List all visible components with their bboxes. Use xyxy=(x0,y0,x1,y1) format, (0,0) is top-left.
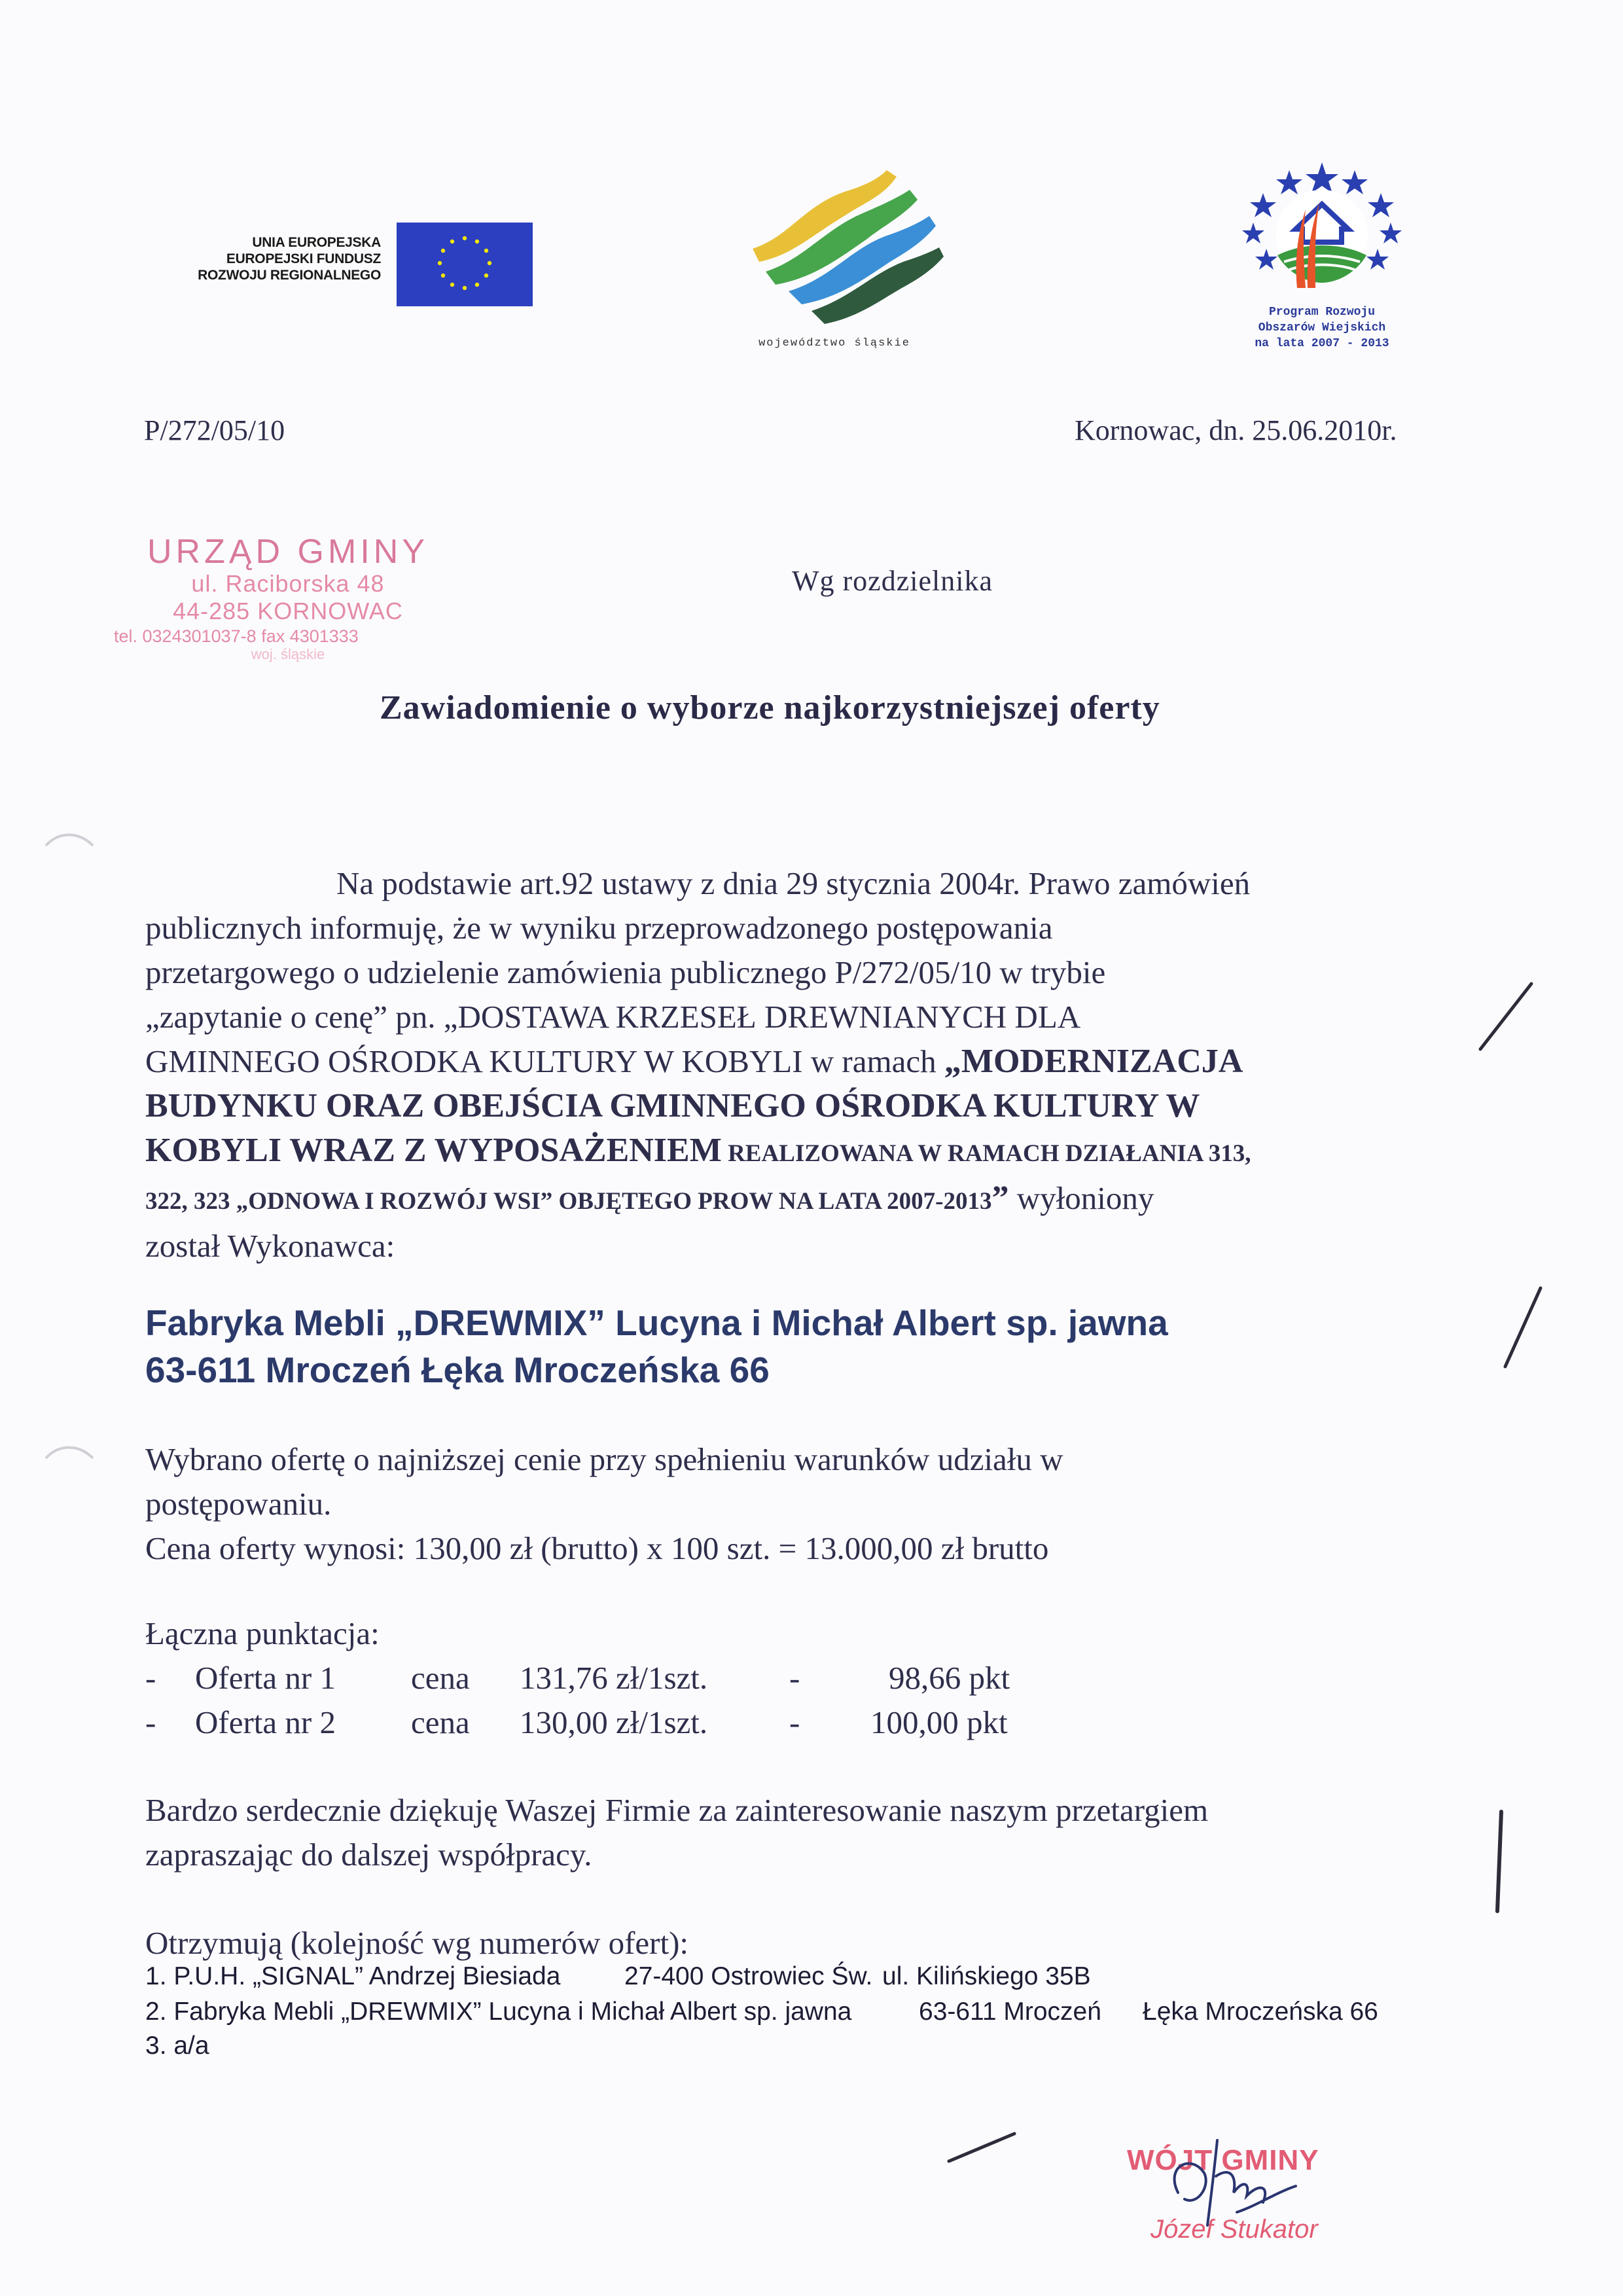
text-line: publicznych informuję, że w wyniku przeprowadzonego postępowania xyxy=(145,910,1053,946)
text-segment: wyłoniony xyxy=(1008,1180,1154,1216)
eu-logo-line: EUROPEJSKI FUNDUSZ xyxy=(226,251,381,266)
text-line xyxy=(145,1039,1474,1084)
recipient-street: Łęka Mroczeńska 66 xyxy=(1143,1998,1378,2026)
text-line: Wybrano ofertę o najniższej cenie przy spełnieniu warunków udziału w xyxy=(145,1441,1063,1477)
offer-price-label: cena xyxy=(411,1660,470,1696)
recipient-city: 27-400 Ostrowiec Św. xyxy=(624,1962,873,1990)
text-segment-small-bold: 322, 323 „ODNOWA I ROZWÓJ WSI” OBJĘTEGO PROW NA LATA 2007-2013 xyxy=(145,1188,992,1215)
offer-bullet: - xyxy=(145,1704,156,1740)
text-line: Na podstawie art.92 ustawy z dnia 29 stycznia 2004r. Prawo zamówień xyxy=(336,865,1251,901)
text-line: został Wykonawca: xyxy=(145,1228,395,1264)
text-line: „zapytanie o cenę” pn. „DOSTAWA KRZESEŁ DREWNIANYCH DLA xyxy=(145,999,1081,1035)
handwritten-signature xyxy=(1139,2114,1335,2238)
offer-bullet: - xyxy=(145,1660,156,1696)
recipient-street: ul. Kilińskiego 35B xyxy=(882,1962,1091,1990)
selected-contractor xyxy=(145,1299,1168,1393)
stamp-line: tel. 0324301037-8 fax 4301333 xyxy=(114,626,359,646)
offer-dash: - xyxy=(789,1660,800,1696)
recipient-name: 3. a/a xyxy=(145,2032,209,2060)
contractor-address: 63-611 Mroczeń Łęka Mroczeńska 66 xyxy=(145,1350,770,1390)
margin-check-mark-icon xyxy=(1496,1283,1548,1374)
paragraph-selection-reason xyxy=(145,1437,1454,1571)
text-line: przetargowego o udzielenie zamówienia publicznego P/272/05/10 w trybie xyxy=(145,954,1106,990)
place-date: Kornowac, dn. 25.06.2010r. xyxy=(1075,414,1397,446)
offer-name: Oferta nr 2 xyxy=(195,1704,336,1740)
punch-hole-shadow-icon xyxy=(39,826,98,859)
mayor-stamp-name: Józef Stukator xyxy=(1150,2215,1318,2244)
margin-check-mark-icon xyxy=(942,2127,1021,2166)
recipient-name: 1. P.U.H. „SIGNAL” Andrzej Biesiada xyxy=(145,1962,561,1990)
recipient-name: 2. Fabryka Mebli „DREWMIX” Lucyna i Michał Albert sp. jawna xyxy=(145,1998,852,2026)
paragraph-thanks xyxy=(145,1788,1487,1877)
paragraph-award-basis xyxy=(145,861,1474,1268)
text-line: postępowaniu. xyxy=(145,1486,332,1522)
offer-price-label: cena xyxy=(411,1704,470,1740)
reference-number: P/272/05/10 xyxy=(144,414,285,446)
mayor-stamp-title: WÓJT GMINY xyxy=(1127,2144,1319,2176)
offer-name: Oferta nr 1 xyxy=(195,1660,336,1696)
offer-price: 130,00 zł/1szt. xyxy=(520,1704,708,1740)
offer-points: 100,00 pkt xyxy=(870,1704,1008,1740)
eu-logo-text xyxy=(118,234,381,283)
text-line: Bardzo serdecznie dziękuję Waszej Firmie za zainteresowanie naszym przetargiem xyxy=(145,1792,1209,1828)
text-segment-bold: KOBYLI WRAZ Z WYPOSAŻENIEM xyxy=(145,1132,722,1169)
punch-hole-shadow-icon xyxy=(39,1439,98,1471)
offer-points: 98,66 pkt xyxy=(889,1660,1010,1696)
slaskie-logo-caption: województwo śląskie xyxy=(758,337,910,350)
slaskie-logo-icon xyxy=(740,164,949,327)
eu-flag-icon xyxy=(397,223,533,306)
text-line: zapraszając do dalszej współpracy. xyxy=(145,1837,592,1873)
document-title: Zawiadomienie o wyborze najkorzystniejszej oferty xyxy=(380,689,1160,726)
prow-logo-text xyxy=(1204,304,1440,351)
text-line xyxy=(145,1176,1474,1224)
stamp-line: URZĄD GMINY xyxy=(147,533,429,571)
text-segment-bold: „MODERNIZACJA xyxy=(944,1043,1243,1080)
recipient-line: Wg rozdzielnika xyxy=(792,565,993,597)
prow-logo-line: Program Rozwoju xyxy=(1268,306,1376,319)
offer-dash: - xyxy=(789,1704,800,1740)
stamp-line: woj. śląskie xyxy=(251,646,325,662)
text-line xyxy=(145,1128,1474,1176)
eu-logo-line: UNIA EUROPEJSKA xyxy=(252,235,381,250)
text-segment-small-bold: REALIZOWANA W RAMACH DZIAŁANIA 313, xyxy=(721,1140,1251,1167)
prow-logo-line: na lata 2007 - 2013 xyxy=(1255,337,1389,350)
stamp-line: ul. Raciborska 48 xyxy=(191,570,385,597)
prow-logo-line: Obszarów Wiejskich xyxy=(1258,321,1386,334)
margin-check-mark-icon xyxy=(1479,1806,1518,1918)
margin-check-mark-icon xyxy=(1472,978,1538,1057)
offer-price: 131,76 zł/1szt. xyxy=(520,1660,708,1696)
prow-logo-icon xyxy=(1224,157,1420,308)
contractor-name: Fabryka Mebli „DREWMIX” Lucyna i Michał Albert sp. jawna xyxy=(145,1302,1168,1343)
office-stamp xyxy=(105,533,471,662)
text-segment: GMINNEGO OŚRODKA KULTURY W KOBYLI w ramach xyxy=(145,1043,944,1079)
points-label: Łączna punktacja: xyxy=(145,1615,380,1651)
eu-logo-line: ROZWOJU REGIONALNEGO xyxy=(198,268,381,283)
text-line: Cena oferty wynosi: 130,00 zł (brutto) x 100 szt. = 13.000,00 zł brutto xyxy=(145,1530,1049,1566)
recipient-city: 63-611 Mroczeń xyxy=(919,1998,1101,2026)
recipients-label: Otrzymują (kolejność wg numerów ofert): xyxy=(145,1925,689,1961)
text-segment-bold: ” xyxy=(991,1179,1009,1217)
stamp-line: 44-285 KORNOWAC xyxy=(173,598,403,624)
text-line: BUDYNKU ORAZ OBEJŚCIA GMINNEGO OŚRODKA KULTURY W xyxy=(145,1087,1200,1124)
